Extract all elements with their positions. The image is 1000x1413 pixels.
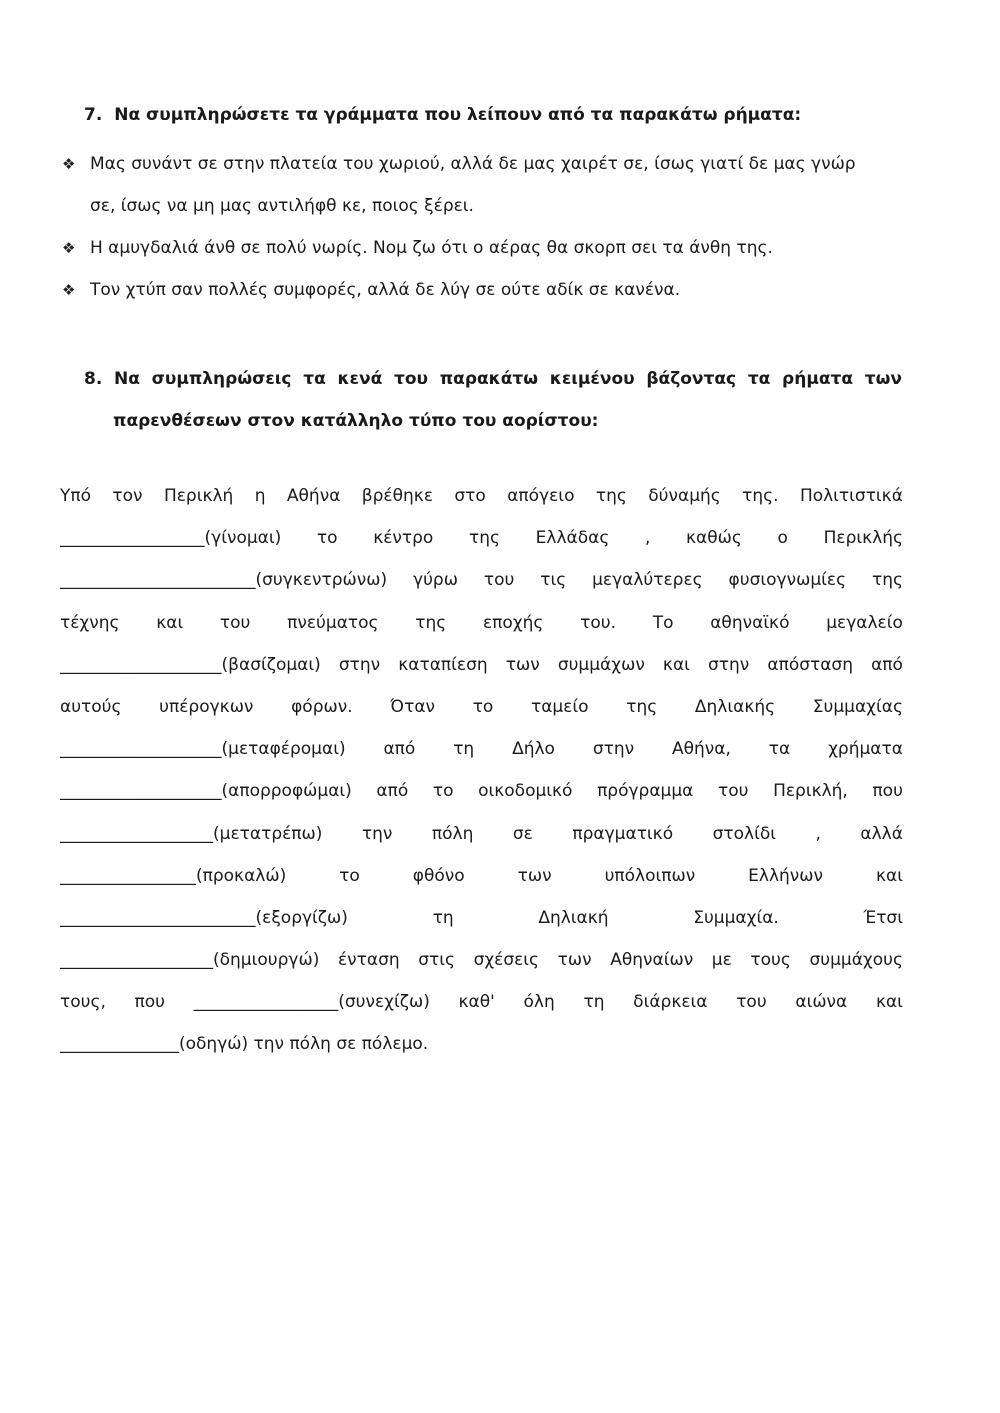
- passage-line: [60, 644, 903, 686]
- passage-word: που: [134, 992, 166, 1013]
- passage-word: εποχής: [482, 612, 544, 633]
- passage-line: [60, 728, 903, 770]
- passage-word: Δηλιακή: [538, 907, 609, 928]
- passage-line: [60, 897, 903, 939]
- list-item-text: Η αμυγδαλιά άνθ σε πολύ νωρίς. Νομ ζω ότι ο αέρας θα σκορπ σει τα άνθη της.: [90, 238, 773, 258]
- answer-blank: ___________________(απορροφώμαι): [60, 781, 352, 802]
- passage-word: της: [626, 696, 658, 717]
- passage-word: την: [361, 823, 393, 844]
- passage-word: του.: [580, 612, 616, 633]
- passage-word: συμμάχους: [809, 950, 903, 971]
- passage-word: τη: [453, 739, 475, 760]
- passage-word: κέντρο: [373, 528, 434, 549]
- question-7-number: 7.: [84, 105, 103, 125]
- question-7-items: [60, 143, 910, 311]
- heading-word: του: [393, 369, 428, 389]
- heading-word: κενά: [337, 369, 383, 389]
- passage-word: Πολιτιστικά: [799, 486, 903, 506]
- passage-word: πόλη: [431, 823, 474, 844]
- heading-word: τα: [747, 369, 771, 389]
- heading-word: των: [864, 369, 902, 389]
- list-item: [60, 143, 910, 227]
- passage-word: τις: [540, 570, 567, 591]
- passage-word: Υπό: [60, 486, 92, 506]
- question-7-heading: [84, 105, 801, 125]
- passage-word: από: [383, 739, 416, 760]
- passage-word: ο: [777, 528, 788, 549]
- heading-word: παρακάτω: [439, 369, 539, 389]
- passage-line: [60, 770, 903, 812]
- passage-word: και: [875, 992, 903, 1013]
- passage-word: Δηλιακής: [694, 696, 776, 717]
- passage-word: φυσιογνωμίες: [728, 570, 847, 591]
- heading-word: κειμένου: [549, 369, 635, 389]
- passage-word: όλη: [523, 992, 555, 1013]
- passage-word: Περικλή: [163, 486, 234, 506]
- passage-word: τη: [432, 907, 454, 928]
- passage-line: [60, 602, 903, 644]
- passage-word: του: [717, 781, 749, 802]
- passage-word: υπόλοιπων: [604, 865, 696, 886]
- passage-word: της: [415, 612, 447, 633]
- passage-word: αθηναϊκό: [710, 612, 790, 633]
- question-7-title: Να συμπληρώσετε τα γράμματα που λείπουν από τα παρακάτω ρήματα:: [114, 105, 802, 125]
- heading-word: τα: [303, 369, 326, 389]
- passage-word: ταμείο: [530, 696, 589, 717]
- passage-word: φόρων.: [291, 696, 353, 717]
- passage-word: το: [339, 865, 360, 886]
- question-8-number: 8.: [84, 369, 103, 389]
- passage-word: Περικλή,: [773, 781, 848, 802]
- passage-word: Αθήνα: [286, 486, 341, 506]
- passage-word: από: [376, 781, 409, 802]
- passage-word: στην: [338, 654, 381, 675]
- passage-line: [60, 813, 903, 855]
- passage-word: οικοδομικό: [478, 781, 573, 802]
- passage-word: το: [316, 528, 338, 549]
- passage-word: και: [156, 612, 184, 633]
- passage-word: αιώνα: [795, 992, 848, 1013]
- passage-word: σε: [512, 823, 533, 844]
- passage-word: Περικλής: [823, 528, 903, 549]
- passage-word: η: [254, 486, 266, 506]
- answer-blank: _______________________(εξοργίζω): [60, 907, 348, 928]
- passage-word: Αθηναίων: [610, 950, 694, 971]
- passage-word: και: [662, 654, 690, 675]
- passage-word: Δήλο: [512, 739, 555, 760]
- passage-word: αυτούς: [60, 696, 122, 717]
- diamond-bullet-icon: ❖: [62, 155, 76, 173]
- passage-word: Ελλάδας: [535, 528, 610, 549]
- passage-word: βρέθηκε: [361, 486, 434, 506]
- passage-word: υπέρογκων: [159, 696, 254, 717]
- answer-blank: _________________(συνεχίζω): [193, 992, 430, 1013]
- passage-word: σχέσεις: [473, 950, 540, 971]
- passage-word: της: [871, 570, 903, 591]
- answer-blank: ___________________(μεταφέρομαι): [60, 739, 346, 760]
- answer-blank: ___________________(βασίζομαι): [60, 654, 321, 675]
- answer-blank: _________________(γίνομαι): [60, 528, 282, 549]
- passage-word: απόσταση: [767, 654, 853, 675]
- passage-word: τα: [768, 739, 791, 760]
- passage-word: των: [505, 654, 540, 675]
- list-item-text: Μας συνάντ σε στην πλατεία του χωριού, αλλά δε μας χαιρέτ σε, ίσως γιατί δε μας γνώρ: [90, 154, 856, 174]
- passage-word: ,: [644, 528, 651, 549]
- passage-word: τους: [750, 950, 791, 971]
- passage-word: καθώς: [686, 528, 742, 549]
- passage-word: διάρκεια: [633, 992, 708, 1013]
- passage-word: γύρω: [413, 570, 458, 591]
- passage-word: μεγαλύτερες: [592, 570, 703, 591]
- passage-word: ,: [815, 823, 821, 844]
- passage-word: της: [469, 528, 500, 549]
- diamond-bullet-icon: ❖: [62, 281, 76, 299]
- passage-word: δύναμής: [648, 486, 721, 506]
- passage-word: Όταν: [390, 696, 436, 717]
- passage-word: Ελλήνων: [748, 865, 824, 886]
- passage-word: στην: [592, 739, 635, 760]
- passage-line: [60, 855, 903, 897]
- answer-blank: __________________(δημιουργώ): [60, 950, 320, 971]
- passage-word: τους,: [60, 992, 106, 1013]
- passage-word: του: [736, 992, 767, 1013]
- passage-line: [60, 475, 903, 517]
- list-item-text-continued: σε, ίσως να μη μας αντιλήφθ κε, ποιος ξέρει.: [90, 196, 474, 216]
- passage-word: πρόγραμμα: [597, 781, 694, 802]
- passage-word: Το: [652, 612, 674, 633]
- passage-word: που: [872, 781, 903, 802]
- fill-in-passage: [60, 475, 903, 1066]
- passage-word: του: [483, 570, 515, 591]
- passage-word: χρήματα: [828, 739, 903, 760]
- passage-word: από: [871, 654, 903, 675]
- passage-line: [60, 1023, 903, 1065]
- list-item-text: Τον χτύπ σαν πολλές συμφορές, αλλά δε λύγ σε ούτε αδίκ σε κανένα.: [90, 280, 681, 300]
- heading-word: Να: [114, 369, 140, 389]
- passage-word: στην: [708, 654, 750, 675]
- passage-word: των: [517, 865, 552, 886]
- passage-word: καταπίεση: [398, 654, 488, 675]
- passage-word: πραγματικό: [572, 823, 674, 844]
- passage-line: [60, 559, 903, 601]
- passage-word: Συμμαχία.: [693, 907, 779, 928]
- passage-word: Έτσι: [863, 907, 903, 928]
- passage-word: τέχνης: [60, 612, 120, 633]
- heading-word: βάζοντας: [646, 369, 737, 389]
- list-item: [60, 269, 910, 311]
- passage-word: αλλά: [860, 823, 903, 844]
- passage-word: Συμμαχίας: [812, 696, 903, 717]
- passage-line: [60, 686, 903, 728]
- passage-word: απόγειο: [507, 486, 575, 506]
- passage-word: Αθήνα,: [671, 739, 731, 760]
- passage-word: καθ': [458, 992, 495, 1013]
- question-8-title-line-1: [84, 358, 902, 400]
- diamond-bullet-icon: ❖: [62, 239, 76, 257]
- passage-word: τη: [583, 992, 605, 1013]
- passage-word: το: [472, 696, 494, 717]
- passage-word: του: [219, 612, 251, 633]
- answer-blank: __________________(μετατρέπω): [60, 823, 323, 844]
- passage-word: στολίδι: [712, 823, 776, 844]
- passage-word: της: [595, 486, 627, 506]
- passage-word: συμμάχων: [557, 654, 645, 675]
- passage-word: ένταση: [337, 950, 400, 971]
- passage-line: [60, 517, 903, 559]
- passage-word: στις: [418, 950, 455, 971]
- passage-word: με: [711, 950, 732, 971]
- answer-blank: _______________________(συγκεντρώνω): [60, 570, 388, 591]
- question-8-heading: [84, 358, 902, 442]
- list-item: [60, 227, 910, 269]
- passage-line: [60, 981, 903, 1023]
- passage-word: των: [557, 950, 592, 971]
- passage-word: μεγαλείο: [826, 612, 903, 633]
- answer-blank: ________________(προκαλώ): [60, 865, 287, 886]
- passage-word: στο: [454, 486, 486, 506]
- passage-word: το: [432, 781, 454, 802]
- heading-word: ρήματα: [782, 369, 854, 389]
- answer-blank: ______________(οδηγώ) την πόλη σε πόλεμο.: [60, 1034, 429, 1055]
- passage-word: πνεύματος: [287, 612, 379, 633]
- passage-word: της.: [742, 486, 779, 506]
- heading-word: συμπληρώσεις: [151, 369, 292, 389]
- passage-word: και: [876, 865, 903, 886]
- passage-word: τον: [112, 486, 143, 506]
- passage-line: [60, 939, 903, 981]
- question-8-title-line-2: παρενθέσεων στον κατάλληλο τύπο του αορίστου:: [113, 411, 599, 431]
- passage-word: φθόνο: [412, 865, 465, 886]
